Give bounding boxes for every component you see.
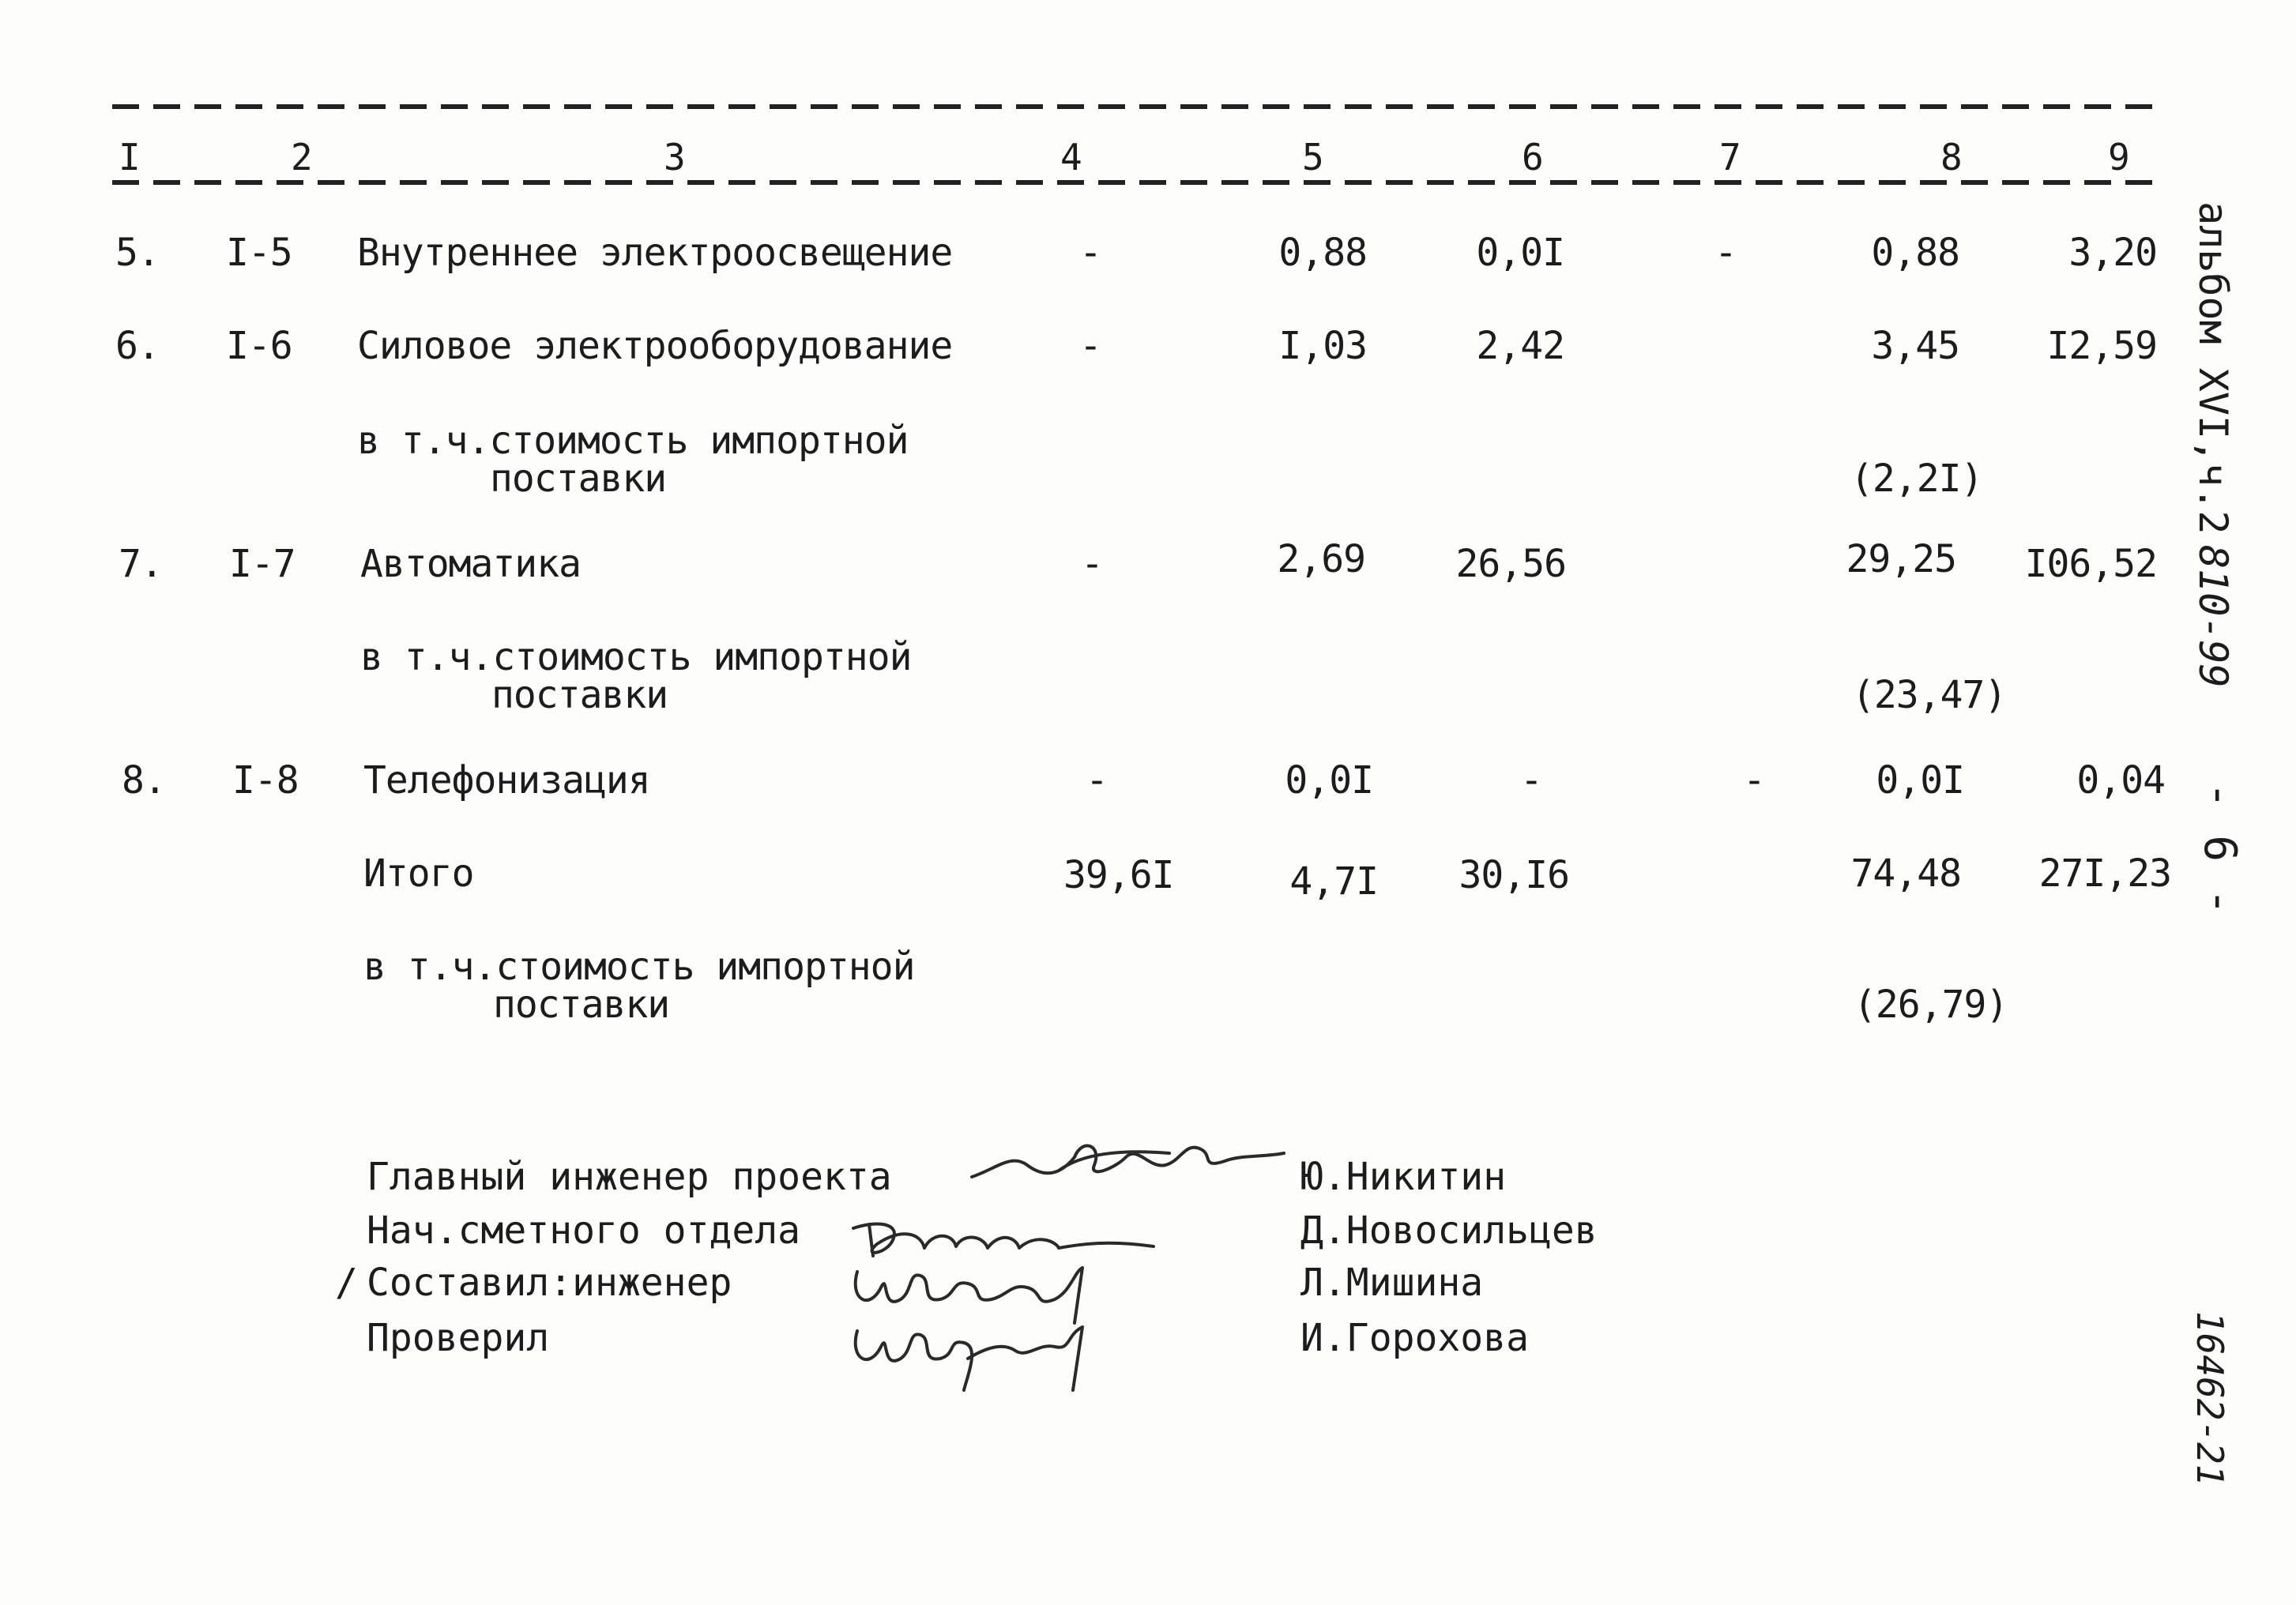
row-number: 6. [115,324,160,368]
col-header-4: 4 [1060,136,1082,179]
cell-col6: 0,0I [1476,231,1564,275]
cell-col4: - [1081,542,1103,586]
import-label-line1: в т.ч.стоимость импортной [360,635,912,679]
cell-col7: - [1714,231,1737,275]
import-label-line2: поставки [490,457,667,501]
col-header-1: I [119,136,141,179]
col-header-8: 8 [1940,136,1963,179]
cell-col5: 4,7I [1289,859,1378,904]
album-code: 810-99 [2190,545,2236,688]
cell-col8: (2,2I) [1850,457,1983,501]
cell-col8: 0,0I [1876,758,1964,802]
row-name: Автоматика [360,542,581,586]
document-number: 16462-21 [2189,1311,2231,1487]
cell-col8: 29,25 [1846,537,1956,581]
signature-name: И.Горохова [1300,1316,1529,1360]
handwritten-signature-1 [964,1122,1296,1193]
col-header-9: 9 [2108,136,2130,179]
cell-col8: 74,48 [1850,851,1961,896]
cell-col4: 39,6I [1063,853,1174,897]
cell-col4: - [1079,231,1101,275]
cell-col8: 3,45 [1871,324,1959,368]
signature-role: Главный инженер проекта [367,1155,892,1199]
col-header-6: 6 [1522,136,1544,179]
cell-col7: - [1743,758,1765,802]
cell-col9: I06,52 [2024,542,2157,586]
cell-col4: - [1079,324,1101,368]
cell-col6: 26,56 [1455,542,1566,586]
cell-col6: 2,42 [1476,324,1564,368]
row-code: I-8 [232,758,299,802]
row-name: Телефонизация [363,758,650,802]
cell-col6: 30,I6 [1459,853,1569,897]
row-name: Внутреннее электроосвещение [357,231,953,275]
signature-name: Л.Мишина [1300,1261,1484,1305]
cell-col8: (26,79) [1854,983,2008,1027]
cell-col5: 0,88 [1278,231,1367,275]
cell-col8: 0,88 [1871,231,1959,275]
signature-role: Нач.сметного отдела [367,1208,801,1253]
row-code: I-7 [229,542,295,586]
row-number: 5. [115,231,160,275]
row-number: 8. [122,758,166,802]
row-name: Силовое электрооборудование [357,324,953,368]
import-label-line1: в т.ч.стоимость импортной [363,945,915,989]
cell-col9: 27I,23 [2038,851,2171,896]
cell-col9: 3,20 [2068,231,2157,275]
header-top-rule [112,104,2155,109]
cell-col9: I2,59 [2046,324,2157,368]
page-number: - 6 - [2194,782,2245,915]
cell-col5: 2,69 [1277,537,1365,581]
row-code: I-5 [226,231,292,275]
col-header-5: 5 [1302,136,1324,179]
col-header-3: 3 [664,136,686,179]
cell-col4: - [1086,758,1108,802]
signature-role: Проверил [367,1316,550,1360]
total-label: Итого [363,851,474,896]
import-label-line2: поставки [493,983,670,1027]
signature-role: Составил:инженер [367,1261,732,1305]
import-label-line1: в т.ч.стоимость импортной [357,419,909,463]
cell-col6: - [1520,758,1542,802]
col-header-2: 2 [291,136,313,179]
cell-col9: 0,04 [2076,758,2165,802]
import-label-line2: поставки [491,673,668,717]
header-bottom-rule [112,180,2155,185]
cell-col5: 0,0I [1285,758,1373,802]
col-header-7: 7 [1719,136,1741,179]
signature-name: Ю.Никитин [1300,1155,1507,1199]
album-label: альбом XVI,ч.2 [2190,201,2236,535]
row-number: 7. [119,542,163,586]
slash-mark: / [335,1261,358,1305]
cell-col5: I,03 [1278,324,1367,368]
signature-name: Д.Новосильцев [1300,1208,1598,1253]
row-code: I-6 [226,324,292,368]
cell-col8: (23,47) [1852,673,2007,717]
handwritten-signature-4 [845,1311,1106,1398]
